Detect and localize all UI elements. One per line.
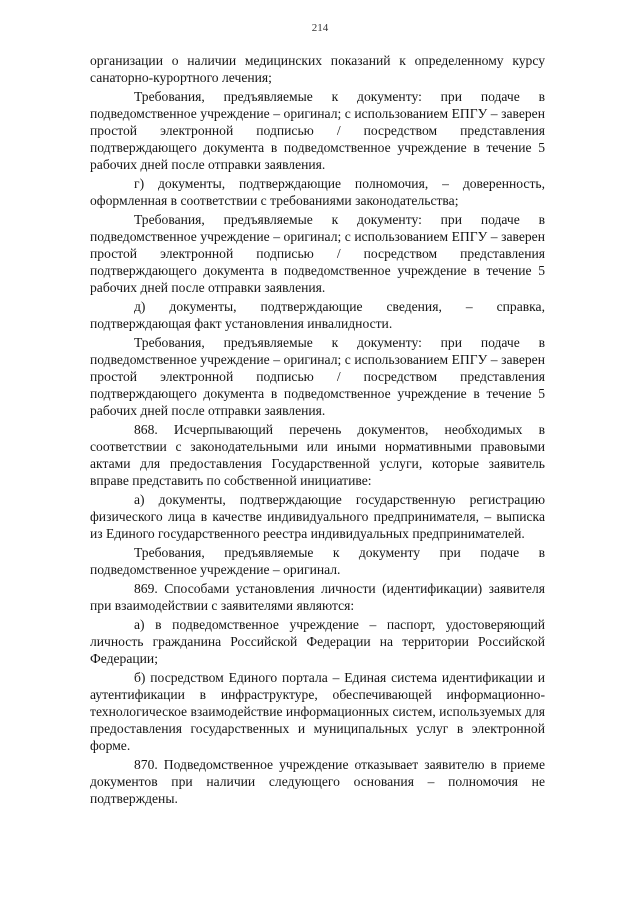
paragraph-item-d: д) документы, подтверждающие сведения, – справка, подтверждающая факт установления инвалидности.	[90, 299, 545, 331]
paragraph-section-868: 868. Исчерпывающий перечень документов, необходимых в соответствии с законодательными или иными нормативными правовыми актами для предоставления Государственной услуги, которые заявитель вправе представить по собственной инициативе:	[90, 422, 545, 488]
paragraph-continuation: организации о наличии медицинских показаний к определенному курсу санаторно-курортного лечения;	[90, 53, 545, 85]
document-body	[90, 52, 545, 809]
paragraph-requirements-4: Требования, предъявляемые к документу при подаче в подведомственное учреждение – оригинал.	[90, 545, 545, 577]
paragraph-requirements-1: Требования, предъявляемые к документу: при подаче в подведомственное учреждение – оригинал; с использованием ЕПГУ – заверен простой электронной подписью / посредством представления подтверждающего документа в подведомственное учреждение в течение 5 рабочих дней после отправки заявления.	[90, 89, 545, 172]
paragraph-869-item-b: б) посредством Единого портала – Единая система идентификации и аутентификации в инфраструктуре, обеспечивающей информационно-технологическое взаимодействие информационных систем, используемых для предоставления государственных и муниципальных услуг в электронной форме.	[90, 670, 545, 753]
paragraph-section-869: 869. Способами установления личности (идентификации) заявителя при взаимодействии с заявителями являются:	[90, 581, 545, 613]
paragraph-section-870: 870. Подведомственное учреждение отказывает заявителю в приеме документов при наличии следующего основания – полномочия не подтверждены.	[90, 757, 545, 806]
paragraph-item-g: г) документы, подтверждающие полномочия, – доверенность, оформленная в соответствии с требованиями законодательства;	[90, 176, 545, 208]
paragraph-868-item-a: а) документы, подтверждающие государственную регистрацию физического лица в качестве индивидуального предпринимателя, – выписка из Единого государственного реестра индивидуальных предпринимателей.	[90, 492, 545, 541]
paragraph-requirements-3: Требования, предъявляемые к документу: при подаче в подведомственное учреждение – оригинал; с использованием ЕПГУ – заверен простой электронной подписью / посредством представления подтверждающего документа в подведомственное учреждение в течение 5 рабочих дней после отправки заявления.	[90, 335, 545, 418]
paragraph-requirements-2: Требования, предъявляемые к документу: при подаче в подведомственное учреждение – оригинал; с использованием ЕПГУ – заверен простой электронной подписью / посредством представления подтверждающего документа в подведомственное учреждение в течение 5 рабочих дней после отправки заявления.	[90, 212, 545, 295]
paragraph-869-item-a: а) в подведомственное учреждение – паспорт, удостоверяющий личность гражданина Российской Федерации на территории Российской Федерации;	[90, 617, 545, 666]
page-number: 214	[311, 22, 329, 34]
